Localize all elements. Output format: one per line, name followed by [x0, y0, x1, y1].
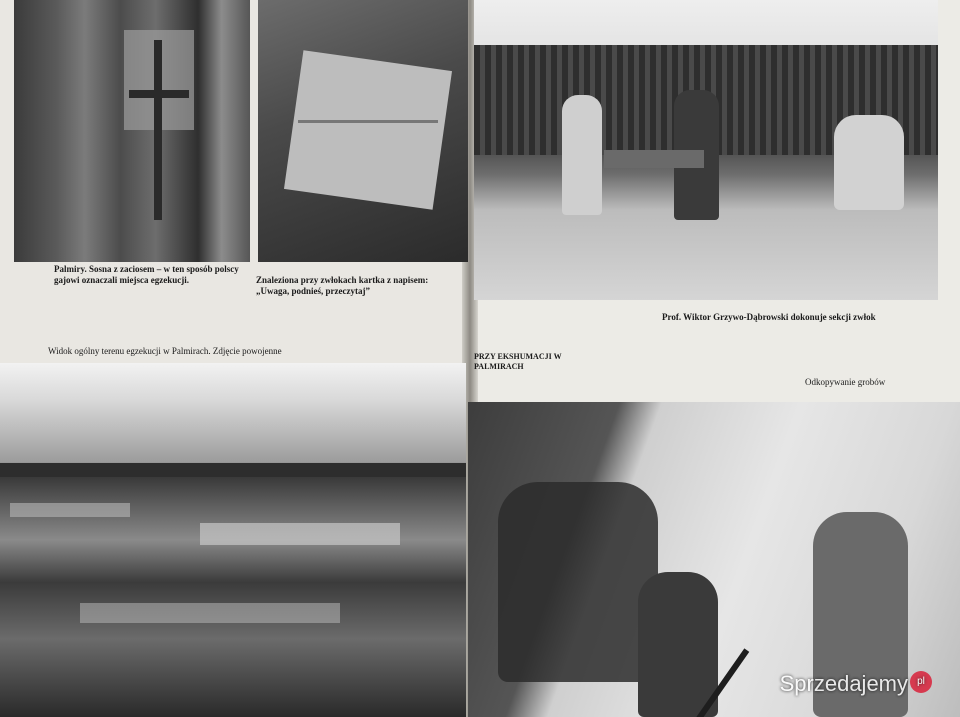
figure-woman-left [562, 95, 602, 215]
worker-group [498, 482, 658, 682]
section-heading: PRZY EKSHUMACJI W PALMIRACH [474, 352, 562, 371]
figure-seated-right [834, 115, 904, 210]
watermark [780, 671, 932, 697]
photo-digging-graves [468, 402, 960, 717]
photo-found-card [258, 0, 468, 262]
sand-patch [200, 523, 400, 545]
caption-professor: Prof. Wiktor Grzywo-Dąbrowski dokonuje sekcji zwłok [662, 312, 876, 322]
folded-card [284, 50, 452, 210]
watermark-badge: pl [910, 671, 932, 693]
worker-with-pickaxe [638, 572, 718, 717]
autopsy-table [604, 150, 704, 168]
caption-general-view: Widok ogólny terenu egzekucji w Palmirach. Zdjęcie powojenne [48, 346, 282, 356]
sand-patch [10, 503, 130, 517]
photo-execution-area [0, 363, 466, 717]
distant-treeline [0, 463, 466, 477]
sand-patch [80, 603, 340, 623]
card-fold-line [298, 120, 438, 123]
caption-digging: Odkopywanie grobów [805, 377, 886, 387]
caption-card-found: Znaleziona przy zwłokach kartka z napisem: „Uwaga, podnieś, przeczytaj” [256, 275, 429, 296]
caption-palmiry-tree: Palmiry. Sosna z zaciosem – w ten sposób polscy gajowi oznaczali miejsca egzekucji. [54, 264, 239, 285]
tree-cross-mark-bar [129, 90, 189, 98]
photo-pine-tree [14, 0, 250, 262]
watermark-text: Sprzedajemy [779, 671, 908, 696]
photo-autopsy-scene [474, 0, 938, 300]
tree-cross-mark [154, 40, 162, 220]
